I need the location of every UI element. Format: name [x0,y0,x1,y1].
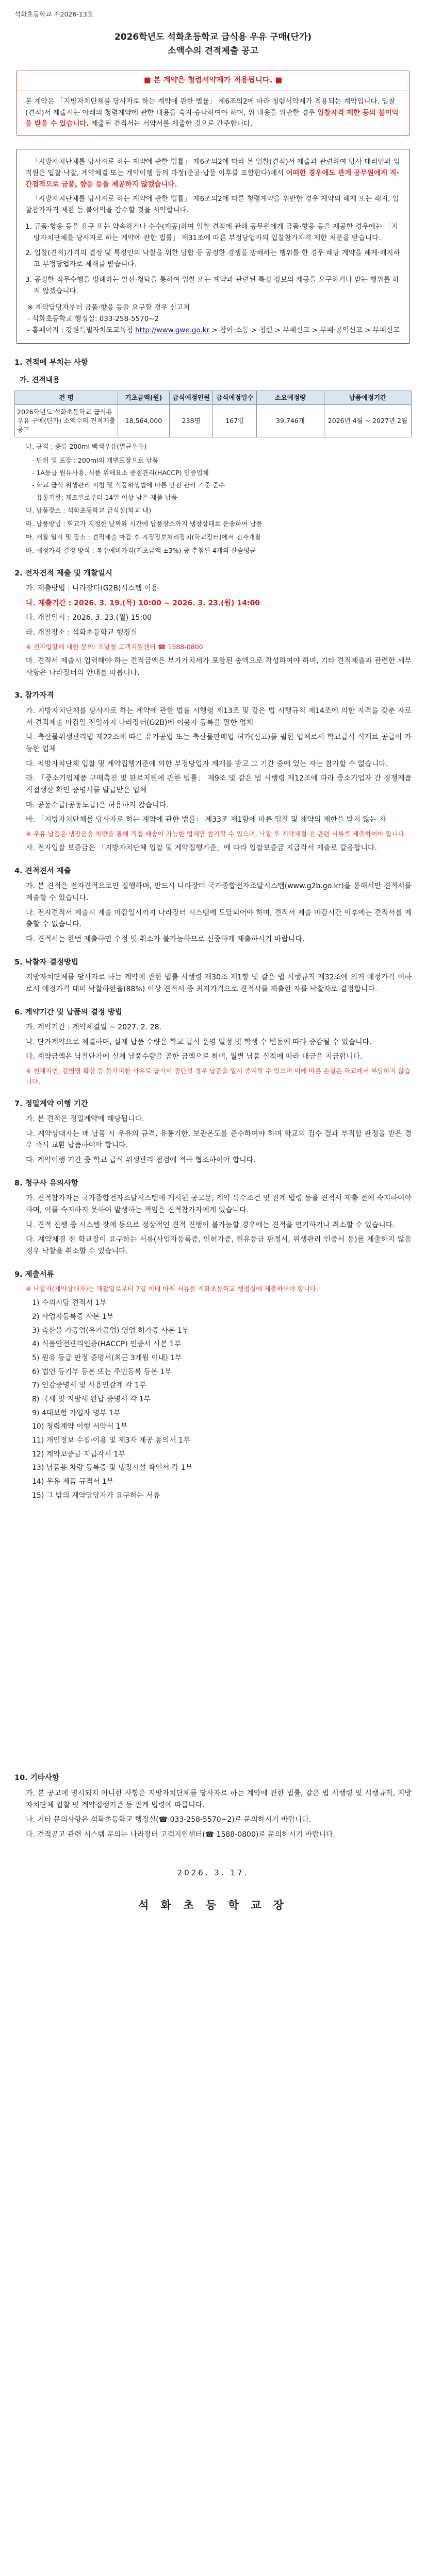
section-10 [14,1772,412,1840]
document-item: 14) 우유 제품 규격서 1부 [32,1478,114,1486]
contact-web [25,325,401,336]
document-item: 1) 수의시담 견적서 1부 [32,1299,107,1308]
table-cell: 18,564,000 [118,404,169,437]
performance-item: 가. 본 견적은 정밀계약에 해당됩니다. [26,1115,144,1124]
document-item: 2) 사업자등록증 사본 1부 [32,1312,114,1321]
document-item: 7) 인감증명서 및 사용인감계 각 1부 [32,1381,146,1390]
pledge-paragraph-2: 「지방자치단체를 당사자로 하는 계약에 관한 법률」 제6조의2에 따른 청렴계약을 위반한 경우 계약의 해제 또는 해지, 입찰참가자격 제한 등 불이익을 감수할 것을 서약합니다. [25,194,399,214]
contact-title: ※ 계약담당자부터 금품·향응 등을 요구할 경우 신고처 [27,303,190,312]
spec-note: 나. 규격 : 종류 200ml 백색우유(멸균우유) [26,443,147,451]
section-9 [14,1269,412,1502]
schedule-red-note: ※ 전자입찰에 대한 문의: 조달청 고객지원센터 ☎ 1588-0800 [26,642,203,651]
document-item: 3) 축산물 가공업(유가공업) 영업 허가증 사본 1부 [32,1326,189,1335]
section-2-title: 2. 전자견적 제출 및 개찰일시 [14,569,112,578]
spec-note: - 학교 급식 위생관리 지침 및 식품위생법에 따른 안전 관리 기준 준수 [32,481,225,489]
integrity-notice-box [17,71,409,135]
schedule-extra: 마. 견적서 제출시 입력해야 하는 견적금액은 부가가치세가 포함된 총액으로 작성하여야 하며, 기타 견적제출과 관련한 세부 사항은 나라장터의 안내를 따릅니다. [26,657,412,677]
document-item: 10) 청렴계약 이행 서약서 1부 [32,1422,128,1431]
bid-summary-table [14,391,412,438]
contract-item: 나. 단가계약으로 체결하며, 실제 납품 수량은 학교 급식 운영 일정 및 학생 수 변동에 따라 증감될 수 있습니다. [26,1038,372,1046]
section-8 [14,1178,412,1258]
document-item: 5) 원유 등급 판정 증명서(최근 3개월 이내) 1부 [32,1353,182,1362]
caution-item: 가. 견적참가자는 국가종합전자조달시스템에 게시된 공고문, 계약 특수조건 및 관계 법령 등을 견적서 제출 전에 숙지하여야 하며, 이를 숙지하지 못하여 발생하는 책임은 견적참가자에게 있습니다. [26,1194,412,1214]
schedule-item: 다. 개찰일시 : 2026. 3. 23.(월) 15:00 [26,614,152,622]
section-5 [14,957,412,995]
eligibility-red-note: ※ 우유 납품은 냉장운송 차량을 통해 직접 배송이 가능한 업체만 참가할 수 있으며, 낙찰 후 계약체결 전 관련 서류를 제출하여야 합니다. [26,829,406,838]
section-5-title: 5. 낙찰자 결정방법 [14,958,78,967]
schedule-item: 라. 개찰장소 : 석화초등학교 행정실 [26,629,138,637]
section-4 [14,866,412,945]
documents-red-note: ※ 낙찰자(계약상대자)는 개찰일로부터 7일 이내 아래 서류를 석화초등학교 행정실에 제출하여야 합니다. [26,1285,318,1293]
notice-text-after: 제출된 견적서는 서약서를 제출한 것으로 간주합니다. [89,120,253,128]
eligibility-item: 다. 지방자치단체 입찰 및 계약집행기준에 의한 부정당업자 제재를 받고 그 기간 중에 있는 자는 참가할 수 없습니다. [26,759,388,768]
document-item: 15) 그 밖의 계약담당자가 요구하는 서류 [32,1491,160,1500]
performance-item: 다. 계약이행 기간 중 학교 급식 위생관리 점검에 적극 협조하여야 합니다. [26,1156,256,1165]
table-row [15,404,412,437]
pledge-p1-red: 어떠한 경우에도 관계 공무원에게 직·간접적으로 금품, 향응 등을 제공하지 않겠습니다. [25,169,399,189]
doc-subtitle: 소액수의 견적제출 공고 [167,45,259,56]
document-item: 12) 계약보증금 지급각서 1부 [32,1450,125,1459]
table-header: 납품예정기간 [324,391,411,404]
table-cell: 2026년 4월 ~ 2027년 2월 [324,404,411,437]
section-6 [14,1007,412,1087]
eligibility-item: 나. 축산물위생관리법 제22조에 따른 유가공업 또는 축산물판매업 허가(신고)를 필한 업체로서 학교급식 식재료 공급이 가능한 업체 [26,733,412,753]
award-method-text: 지방자치단체를 당사자로 하는 계약에 관한 법률 시행령 제30조 제1항 및 같은 법 시행규칙 제32조에 의거 예정가격 이하로서 예정가격 대비 낙찰하한율(88%) 이상 견적서 중 최저가격으로 견적서를 제출한 자를 낙찰자로 결정합니다. [26,973,412,993]
section-3 [14,690,412,854]
pledge-item: 3. 공정한 직무수행을 방해하는 알선·청탁을 통하여 입찰 또는 계약과 관련된 특정 정보의 제공을 요구하거나 받는 행위를 하지 않겠습니다. [25,276,399,295]
table-cell: 2026학년도 석화초등학교 급식용 우유 구매(단가) 소액수의 견적제출 공고 [15,404,118,437]
eligibility-extra: 사. 전자입찰 보증금은 「지방자치단체 입찰 및 계약집행기준」에 따라 입찰보증금 지급각서 제출로 갈음합니다. [26,844,377,853]
table-cell: 167일 [213,404,257,437]
section-8-title: 8. 청구사 유의사항 [14,1179,78,1188]
integrity-notice-body [17,91,409,135]
document-item: 8) 국세 및 지방세 완납 증명서 각 1부 [32,1395,151,1403]
spec-note: - 1A등급 원유사용, 식품 위해요소 중점관리(HACCP) 인증업체 [32,468,209,477]
education-office-link[interactable]: http://www.gwe.go.kr [135,326,210,334]
document-item: 11) 개인정보 수집·이용 및 제3자 제공 동의서 1부 [32,1436,190,1445]
document-item: 9) 4대보험 가입자 명부 1부 [32,1409,121,1417]
announcement-date: 2026. 3. 17. [177,1868,249,1877]
pledge-item: 2. 입찰(견적)가격의 결정 및 특정인의 낙찰을 위한 담합 등 공정한 경쟁을 방해하는 행위를 한 경우 해당 계약을 해제·해지하고 부정당업자로 제재를 받습니다. [25,249,400,269]
eligibility-item: 마. 공동수급(공동도급)은 허용하지 않습니다. [26,801,169,809]
eligibility-item: 바. 「지방자치단체를 당사자로 하는 계약에 관한 법률」 제33조 제1항에 따른 입찰 및 계약의 제한을 받지 않는 자 [26,816,386,824]
contract-item: 다. 계약금액은 낙찰단가에 실제 납품수량을 곱한 금액으로 하며, 월별 납품 실적에 따라 대금을 지급합니다. [26,1053,363,1061]
table-header: 건 명 [15,391,118,404]
integrity-notice-heading: ■ 본 계약은 청렴서약제가 적용됩니다. ■ [17,71,409,91]
section-1 [14,357,412,556]
contact-web-after: > 참여·소통 > 청렴 > 부패신고 > 부패·공익신고 > 부패신고 [209,326,400,334]
caution-item: 나. 견적 진행 중 시스템 장애 등으로 정상적인 견적 진행이 불가능할 경우에는 견적을 연기하거나 취소할 수 있습니다. [26,1221,395,1229]
notice-text-before: 본 계약은 「지방자치단체를 당사자로 하는 계약에 관한 법률」 제6조의2에 따라 청렴서약제가 적용되는 계약입니다. 입찰(견적)서 제출시는 아래의 청렴계약에 관한 내용을 숙지·승낙하여야 하며, 위 내용을 위반한 경우 [25,97,396,117]
table-header-row [15,391,412,404]
contact-web-label: - 홈페이지 : 강원특별자치도교육청 [27,326,136,334]
schedule-item: 나. 제출기간 : 2026. 3. 19.(목) 10:00 ~ 2026. 3. 23.(월) 14:00 [26,599,260,607]
document-item: 4) 식품안전관리인증(HACCP) 인증서 사본 1부 [32,1340,182,1349]
pledge-paragraph-1 [25,157,401,191]
section-9-title: 9. 제출서류 [14,1270,54,1279]
pledge-p1-text: 「지방자치단체를 당사자로 하는 계약에 관한 법률」 제6조의2에 따라 본 입찰(견적)서 제출과 관련하여 당사 대리인과 임직원은 입찰·낙찰, 계약체결 또는 계약이행 등의 과정(준공·납품 이후를 포함한다)에서 [25,158,400,178]
submission-item: 가. 본 견적은 전자견적으로만 집행하며, 반드시 나라장터 국가종합전자조달시스템(www.g2b.go.kr)을 통해서만 견적서를 제출할 수 있습니다. [26,882,412,903]
doc-title: 2026학년도 석화초등학교 급식용 우유 구매(단가) [114,32,312,43]
section-3-title: 3. 참가자격 [14,691,54,700]
blank-space [14,1503,412,1761]
section-6-title: 6. 계약기간 및 납품의 결정 방법 [14,1008,122,1016]
section-10-title: 10. 기타사항 [14,1774,59,1783]
section-7 [14,1098,412,1166]
contract-red-note: ※ 천재지변, 감염병 확산 등 불가피한 사유로 급식이 중단될 경우 납품을 일시 중지할 수 있으며 이에 따른 손실은 학교에서 부담하지 않습니다. [26,1067,411,1086]
notice-text-red: 입찰자격 제한 등의 불이익을 받을 수 있습니다. [25,108,399,128]
spec-note: 라. 납품방법 : 학교가 지정한 날짜와 시간에 납품장소까지 냉장상태로 운송하여 납품 [26,519,263,528]
spec-note: 마. 개찰 일시 및 장소 : 견적제출 마감 후 지정정보처리장치(학교장터)에서 전자개찰 [26,533,261,541]
section-4-title: 4. 견적견서 제출 [14,867,71,875]
misc-item: 가. 본 공고에 명시되지 아니한 사항은 지방자치단체를 당사자로 하는 계약에 관한 법률, 같은 법 시행령 및 시행규칙, 지방자치단체 입찰 및 계약집행기준 등 관계 법령에 따릅니다. [26,1789,412,1809]
spec-note: - 단위 및 포장 : 200ml의 개별포장으로 납품 [32,456,159,464]
table-cell: 39,746개 [257,404,324,437]
section-1-sub: 가. 견적내용 [20,376,60,384]
contact-phone: - 석화초등학교 행정실: 033-258-5570~2 [27,314,159,323]
section-7-title: 7. 정밀계약 이행 기간 [14,1099,88,1108]
performance-item: 나. 계약상대자는 매 납품 시 우유의 규격, 유통기한, 보관온도를 준수하여야 하며 학교의 검수 결과 부적합 판정을 받은 경우 즉시 교환 납품하여야 합니다. [26,1129,412,1150]
eligibility-item: 가. 지방자치단체를 당사자로 하는 계약에 관한 법률 시행령 제13조 및 같은 법 시행규칙 제14조에 의한 자격을 갖춘 자로서 견적제출 마감일 전일까지 나라장터(G2B)에 이용자 등록을 필한 업체 [26,706,412,727]
submission-item: 나. 전자견적서 제출시 제출 마감일시까지 나라장터 시스템에 도달되어야 하며, 견적서 제출 마감시간 이후에는 견적서를 제출할 수 없습니다. [26,908,412,929]
doc-number: 석화초등학교 제2026-13호 [14,10,93,18]
schedule-item: 가. 제출방법 : 나라장터(G2B)시스템 이용 [26,584,158,593]
section-1-title: 1. 견적에 부치는 사항 [14,359,88,367]
caution-item: 다. 계약체결 전 학교장이 요구하는 서류(사업자등록증, 인허가증, 원유등급 판정서, 위생관리 인증서 등)를 제출하지 않을 경우 낙찰을 취소할 수 있습니다. [26,1235,412,1256]
document-item: 13) 납품용 차량 등록증 및 냉장시설 확인서 각 1부 [32,1464,193,1472]
contract-item: 가. 계약기간 : 계약체결일 ~ 2027. 2. 28. [26,1023,161,1032]
eligibility-item: 라. 「중소기업제품 구매촉진 및 판로지원에 관한 법률」 제9조 및 같은 법 시행령 제12조에 따라 중소기업자 간 경쟁제품 직접생산 확인 증명서를 발급받은 업체 [26,774,412,794]
pledge-list [25,222,401,297]
section-2 [14,568,412,679]
report-contact [25,302,401,336]
submission-item: 다. 견적서는 한번 제출하면 수정 및 취소가 불가능하므로 신중하게 제출하시기 바랍니다. [26,935,305,944]
table-cell: 238명 [169,404,213,437]
misc-item: 다. 견적공고 관련 시스템 문의는 나라장터 고객지원센터(☎ 1588-0800)로 문의하시기 바랍니다. [26,1830,335,1839]
spec-note: 바. 예정가격 결정 방식 : 복수예비가격(기초금액 ±3%) 중 추첨된 4개의 산술평균 [26,547,256,555]
misc-item: 나. 기타 문의사항은 석화초등학교 행정실(☎ 033-258-5570~2)로 문의하시기 바랍니다. [26,1816,312,1824]
pledge-item: 1. 금품·향응 등을 요구 또는 약속하거나 수수(제공)하여 입찰 견적에 관해 공무원에게 금품·향응 등을 제공한 경우에는 「지방자치단체를 당사자로 하는 계약에 관한 법률」 제31조에 따른 부정당업자의 입찰참가자격 제한 처분을 받습니다. [25,222,398,242]
table-header: 급식예정일수 [213,391,257,404]
spec-note: - 유통기한: 제조일로부터 14일 이상 남은 제품 납품 [32,494,177,502]
integrity-pledge-box [17,149,409,344]
table-header: 급식예정인원 [169,391,213,404]
table-header: 기초금액(원) [118,391,169,404]
document-item: 6) 법인 등기부 등본 또는 주민등록 등본 1부 [32,1367,172,1376]
table-header: 소요예정량 [257,391,324,404]
school-principal-signature: 석 화 초 등 학 교 장 [138,1899,288,1911]
spec-note: 다. 납품장소 : 석화초등학교 급식실(학교 내) [26,506,152,514]
